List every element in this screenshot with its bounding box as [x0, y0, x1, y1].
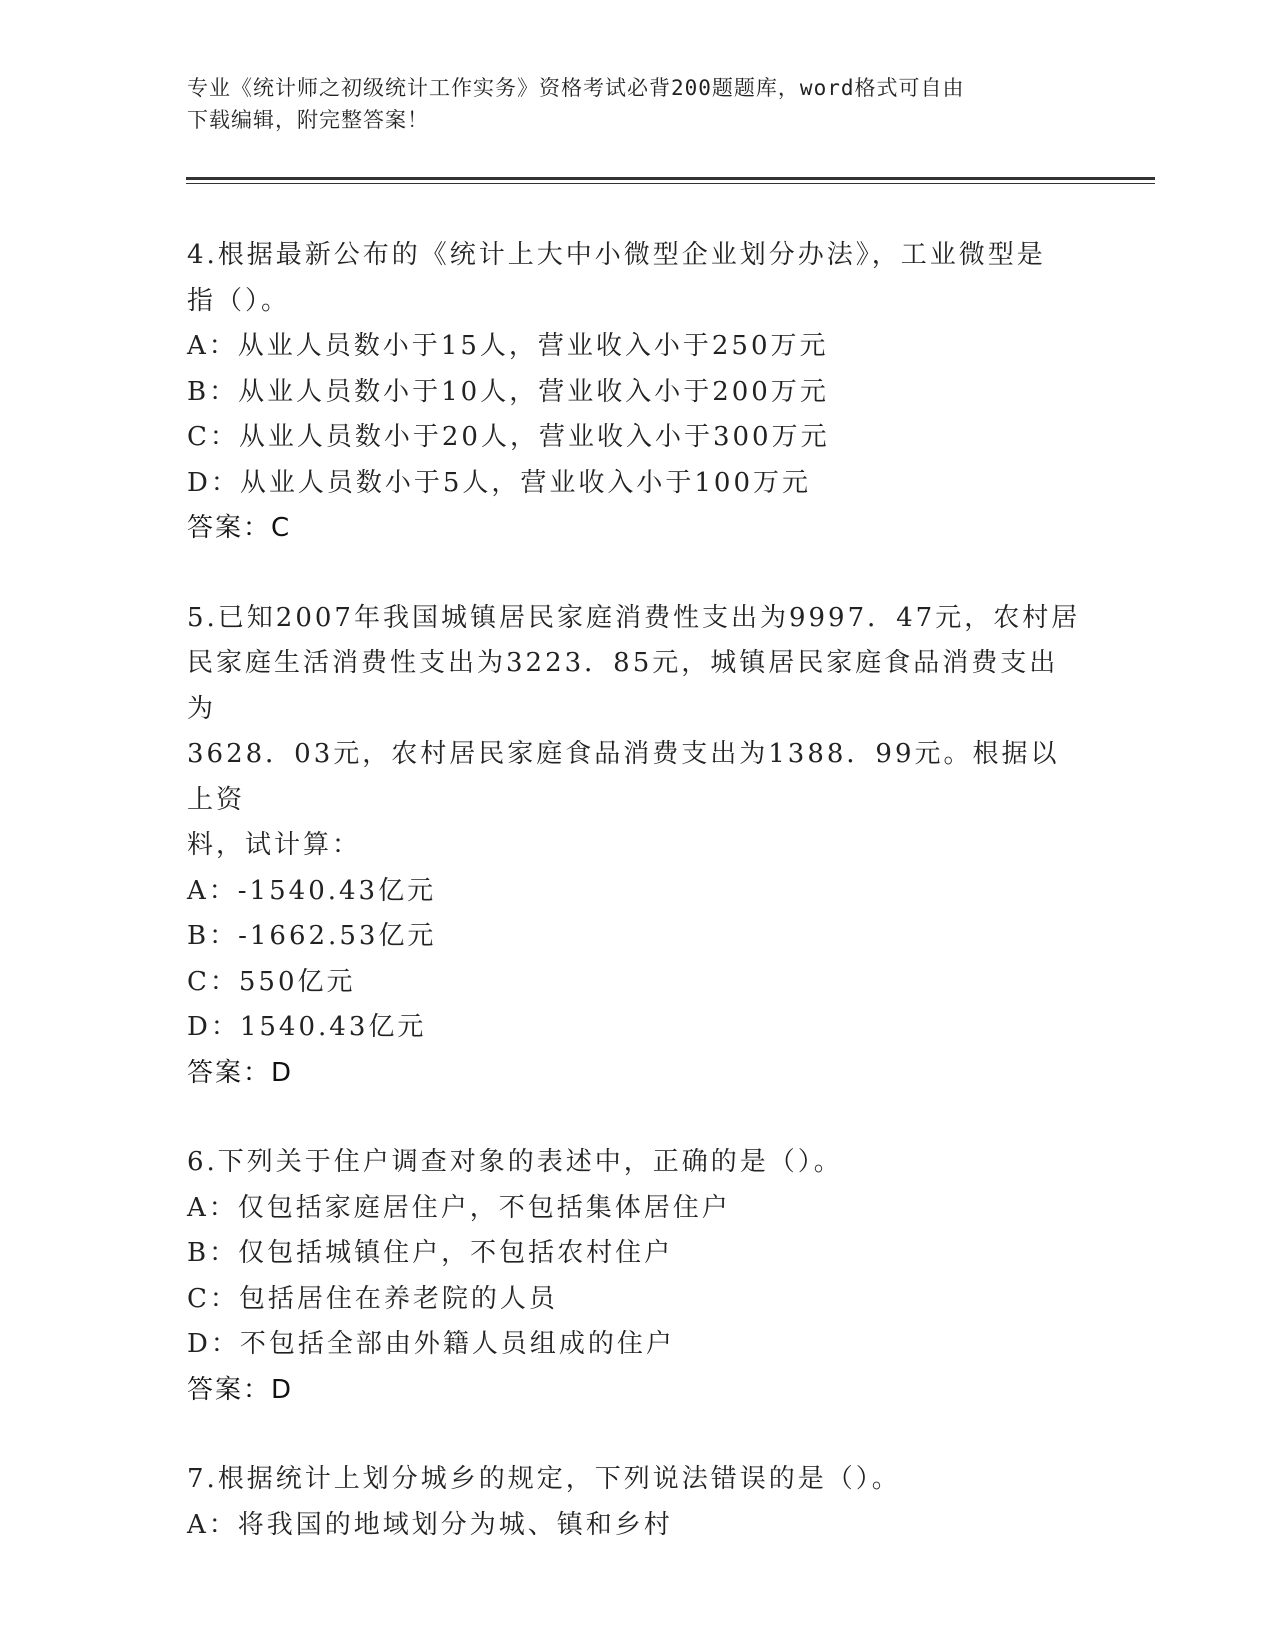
question-text-line: 指（）。 [187, 285, 291, 316]
option-b: B：-1662.53亿元 [187, 921, 437, 951]
question-text-line: 6.下列关于住户调查对象的表述中，正确的是（）。 [187, 1147, 843, 1177]
question-text-line: 5.已知2007年我国城镇居民家庭消费性支出为9997．47元，农村居 [187, 602, 1081, 633]
question-text-line: 民家庭生活消费性支出为3223．85元，城镇居民家庭食品消费支出为 [187, 648, 1059, 724]
option-b: B：仅包括城镇住户，不包括农村住户 [187, 1238, 674, 1268]
option-c: C：从业人员数小于20人，营业收入小于300万元 [187, 422, 830, 452]
option-a: A：从业人员数小于15人，营业收入小于250万元 [187, 331, 829, 361]
option-c: C：包括居住在养老院的人员 [187, 1283, 558, 1314]
question-list [187, 233, 1087, 1592]
question-5 [187, 596, 1087, 1097]
question-6 [187, 1140, 1087, 1413]
question-text-line: 3628．03元，农村居民家庭食品消费支出为1388．99元。根据以上资 [187, 739, 1060, 815]
header-divider-thin [186, 183, 1155, 184]
question-text-line: 7.根据统计上划分城乡的规定，下列说法错误的是（）。 [187, 1464, 901, 1494]
option-d: D：从业人员数小于5人，营业收入小于100万元 [187, 467, 812, 498]
question-7 [187, 1457, 1087, 1548]
question-4 [187, 233, 1087, 552]
question-text-line: 4.根据最新公布的《统计上大中小微型企业划分办法》，工业微型是 [187, 240, 1046, 270]
page-header [187, 72, 1067, 136]
option-b: B：从业人员数小于10人，营业收入小于200万元 [187, 376, 829, 407]
question-text-line: 料，试计算： [187, 830, 362, 860]
header-line-2: 下载编辑，附完整答案！ [187, 108, 429, 132]
answer-text: 答案：D [187, 1374, 294, 1405]
option-a: A：仅包括家庭居住户，不包括集体居住户 [187, 1192, 731, 1223]
answer-text: 答案：C [187, 513, 292, 543]
header-divider-thick [186, 177, 1155, 180]
header-line-1: 专业《统计师之初级统计工作实务》资格考试必背200题题库，word格式可自由 [187, 76, 965, 100]
answer-text: 答案：D [187, 1057, 294, 1088]
option-a: A：将我国的地域划分为城、镇和乡村 [187, 1509, 673, 1540]
option-a: A：-1540.43亿元 [187, 875, 437, 906]
option-d: D：1540.43亿元 [187, 1012, 427, 1042]
option-d: D：不包括全部由外籍人员组成的住户 [187, 1329, 675, 1359]
option-c: C：550亿元 [187, 966, 356, 997]
